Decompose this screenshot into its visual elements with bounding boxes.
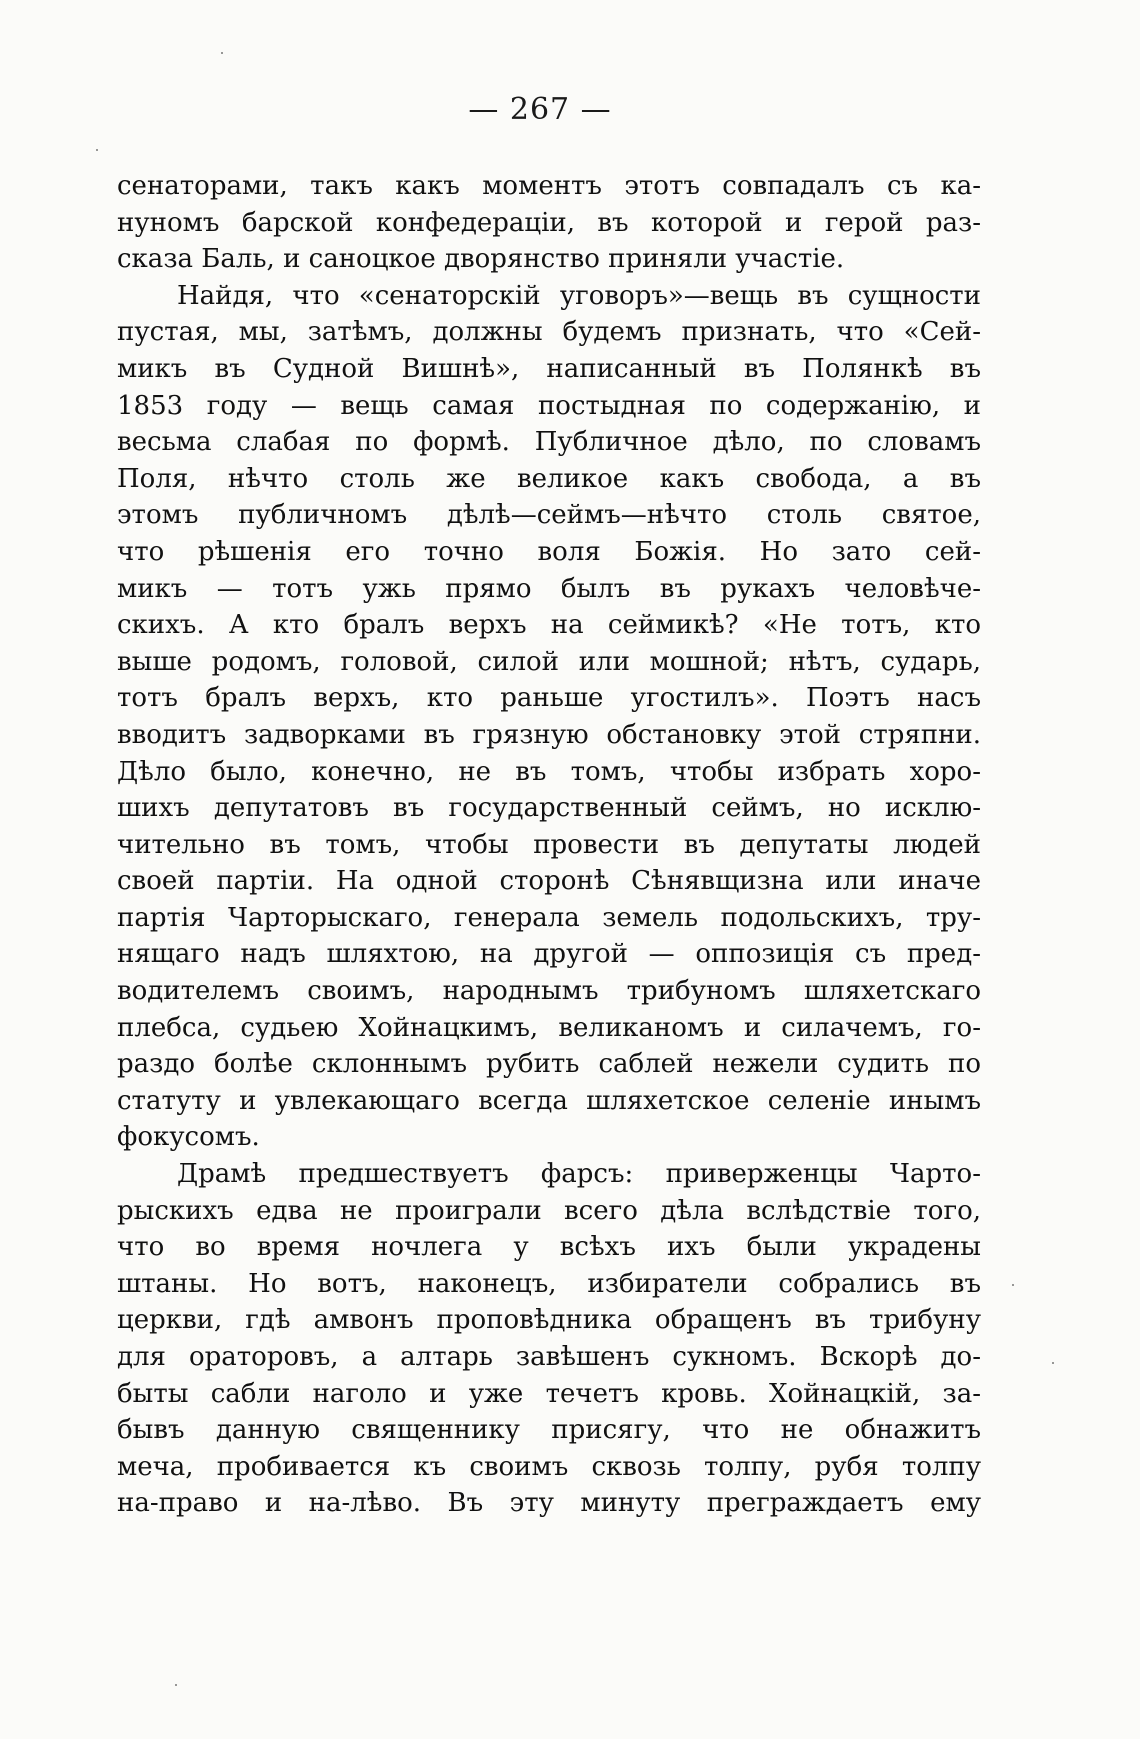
text-line: плебса, судьею Хойнацкимъ, великаномъ и силачемъ, го-	[117, 1012, 981, 1043]
text-line: чительно въ томъ, чтобы провести въ депутаты людей	[117, 829, 981, 860]
text-line: штаны. Но вотъ, наконецъ, избиратели собрались въ	[117, 1268, 981, 1299]
text-line: рыскихъ едва не проиграли всего дѣла вслѣдствіе того,	[117, 1195, 981, 1226]
text-line: этомъ публичномъ дѣлѣ—сеймъ—нѣчто столь святое,	[117, 500, 981, 531]
text-line: церкви, гдѣ амвонъ проповѣдника обращенъ въ трибуну	[117, 1305, 981, 1336]
text-line: что во время ночлега у всѣхъ ихъ были украдены	[117, 1232, 981, 1263]
text-line: пустая, мы, затѣмъ, должны будемъ признать, что «Сей-	[117, 317, 981, 348]
scan-speck	[175, 1684, 177, 1686]
text-line: водителемъ своимъ, народнымъ трибуномъ шляхетскаго	[117, 976, 981, 1007]
text-line: статуту и увлекающаго всегда шляхетское селеніе инымъ	[117, 1085, 981, 1116]
scan-speck	[96, 149, 98, 151]
text-line: шихъ депутатовъ въ государственный сеймъ, но исклю-	[117, 793, 981, 824]
text-line: Дѣло было, конечно, не въ томъ, чтобы избрать хоро-	[117, 756, 981, 787]
text-line: Найдя, что «сенаторскій уговоръ»—вещь въ сущности	[177, 280, 981, 311]
text-line: для ораторовъ, а алтарь завѣшенъ сукномъ. Вскорѣ до-	[117, 1342, 981, 1372]
text-line: весьма слабая по формѣ. Публичное дѣло, по словамъ	[117, 427, 981, 458]
body-text	[117, 168, 981, 1522]
text-line: микъ — тотъ ужь прямо былъ въ рукахъ человѣче-	[117, 573, 981, 604]
text-line: фокусомъ.	[117, 1122, 260, 1153]
text-line: нуномъ барской конфедераціи, въ которой и герой раз-	[117, 207, 981, 238]
text-line: меча, пробивается къ своимъ сквозь толпу, рубя толпу	[117, 1451, 981, 1482]
text-line: Поля, нѣчто столь же великое какъ свобода, а въ	[117, 463, 981, 494]
text-line: сказа Баль, и саноцкое дворянство приняли участіе.	[117, 244, 845, 275]
text-line: Драмѣ предшествуетъ фарсъ: приверженцы Чарто-	[177, 1159, 981, 1190]
text-line: партія Чарторыскаго, генерала земель подольскихъ, тру-	[117, 902, 981, 933]
text-line: бывъ данную священнику присягу, что не обнажитъ	[117, 1415, 981, 1446]
text-line: своей партіи. На одной сторонѣ Сѣнявщизна или иначе	[117, 866, 981, 897]
paragraph-1	[117, 168, 981, 278]
text-line: 1853 году — вещь самая постыдная по содержанію, и	[117, 390, 981, 421]
paragraph-2	[117, 278, 981, 1156]
scan-speck	[221, 52, 223, 54]
page-number: — 267 —	[468, 92, 612, 127]
text-line: что рѣшенія его точно воля Божія. Но зато сей-	[117, 536, 981, 567]
text-line: быты сабли наголо и уже течетъ кровь. Хойнацкій, за-	[117, 1378, 981, 1409]
text-line: сенаторами, такъ какъ моментъ этотъ совпадалъ съ ка-	[117, 171, 981, 201]
text-line: скихъ. А кто бралъ верхъ на сеймикѣ? «Не тотъ, кто	[117, 610, 981, 641]
text-line: на-право и на-лѣво. Въ эту минуту преграждаетъ ему	[117, 1488, 981, 1519]
paragraph-3	[117, 1156, 981, 1522]
scan-speck	[1012, 1284, 1014, 1286]
text-line: вводитъ задворками въ грязную обстановку этой стряпни.	[117, 719, 981, 750]
text-line: тотъ бралъ верхъ, кто раньше угостилъ». Поэтъ насъ	[117, 683, 981, 714]
text-line: нящаго надъ шляхтою, на другой — оппозиція съ пред-	[117, 939, 981, 970]
text-line: раздо болѣе склоннымъ рубить саблей нежели судить по	[117, 1049, 981, 1080]
text-line: микъ въ Судной Вишнѣ», написанный въ Полянкѣ въ	[117, 353, 981, 384]
text-line: выше родомъ, головой, силой или мошной; нѣтъ, сударь,	[117, 646, 981, 677]
scan-speck	[1052, 1362, 1054, 1364]
